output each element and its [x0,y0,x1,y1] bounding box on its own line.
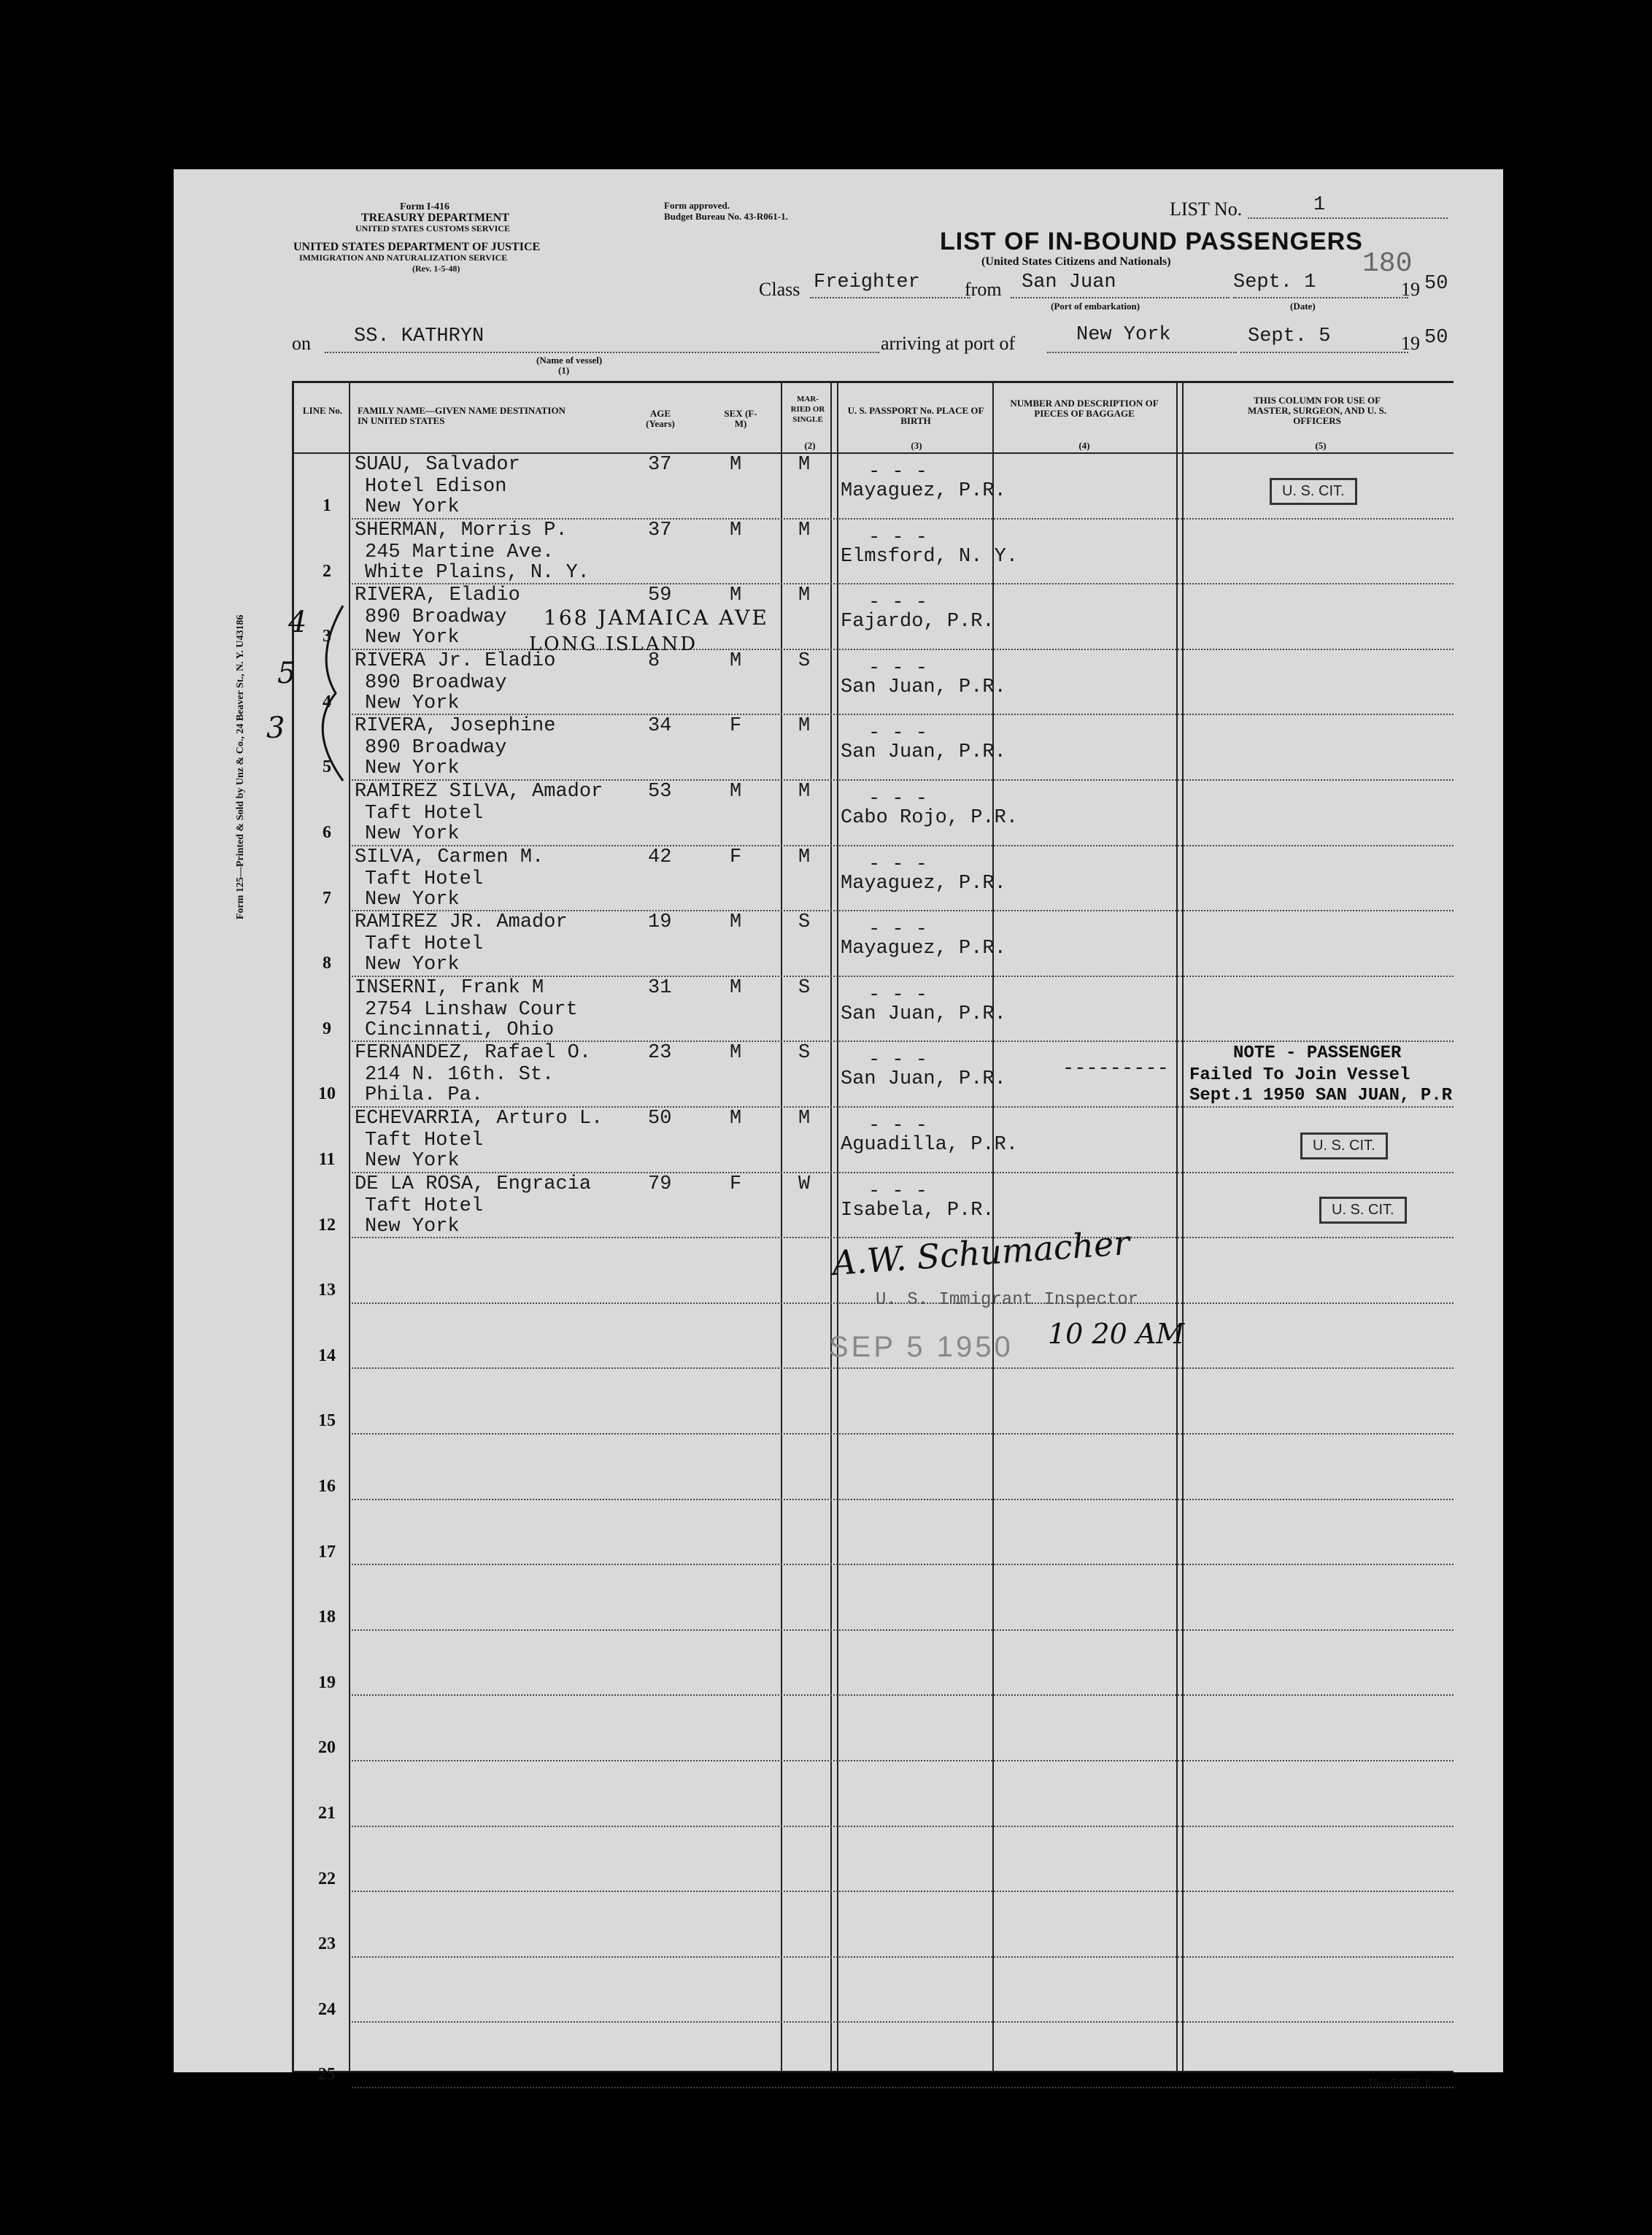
passenger-name: RIVERA Jr. Eladio [355,649,556,672]
vessel-line [325,352,879,353]
passenger-marital-status: M [798,781,811,803]
passenger-city: New York [365,692,460,714]
passport-number: - - - [868,853,928,876]
passenger-sex: M [730,649,742,672]
list-no-value: 1 [1313,194,1326,216]
passenger-address: 890 Broadway [365,671,507,694]
passenger-age: 19 [648,911,672,934]
passenger-sex: M [730,519,742,541]
row-divider [352,1433,1454,1435]
note-line-3: Sept.1 1950 SAN JUAN, P.R [1189,1086,1453,1105]
form-approved: Form approved. [664,200,730,211]
passenger-name: DE LA ROSA, Engracia [355,1173,592,1195]
row-divider [352,2087,1454,2088]
passenger-address: Taft Hotel [365,1130,484,1151]
passenger-marital-status: M [798,846,811,868]
line-number: 20 [318,1738,336,1758]
passenger-name: RIVERA, Josephine [355,715,556,738]
place-of-birth: Mayaguez, P.R. [841,480,1006,502]
col-header-name: FAMILY NAME—GIVEN NAME DESTINATION IN UNITED STATES [358,405,566,426]
passenger-age: 8 [648,649,660,672]
passenger-marital-status: M [798,715,811,738]
passenger-age: 53 [648,781,672,803]
bracket-number: 4 [288,606,307,639]
vessel-name: SS. KATHRYN [354,325,485,347]
treasury-label: TREASURY DEPARTMENT [361,212,509,224]
line-number: 17 [318,1542,336,1562]
passenger-marital-status: S [798,911,811,934]
rev-label: (Rev. 1-5-48) [412,263,460,274]
form-code: 16—54652-1 [1367,2077,1430,2089]
line-number: 9 [323,1019,331,1038]
bracket-number: 5 [277,657,296,690]
passenger-age: 31 [648,976,672,999]
line-number: 23 [318,1934,336,1954]
col-number-5: (5) [1315,440,1327,451]
passenger-name: RAMIREZ JR. Amador [355,911,568,934]
passenger-sex: F [730,846,742,868]
class-label: Class [759,279,800,300]
passenger-age: 23 [648,1042,672,1065]
passenger-name: RAMIREZ SILVA, Amador [355,781,603,803]
line-number: 11 [318,1150,336,1169]
passenger-city: Cincinnati, Ohio [365,1019,555,1041]
arrival-date: Sept. 5 [1248,325,1331,347]
passenger-age: 37 [648,454,672,476]
page-subtitle: (United States Citizens and Nationals) [981,255,1171,268]
arrival-port: New York [1076,324,1171,346]
passenger-name: FERNANDEZ, Rafael O. [355,1042,592,1065]
table-top-border [292,381,1454,383]
passenger-marital-status: M [798,1108,811,1130]
arrival-year: 50 [1424,327,1448,349]
col-divider-sex [781,381,782,2072]
line-number: 25 [318,2065,336,2085]
passenger-name: RIVERA, Eladio [355,584,520,607]
departure-year: 50 [1424,273,1448,295]
place-of-birth: San Juan, P.R. [841,741,1006,764]
line-number: 22 [318,1869,336,1888]
passenger-city: New York [365,627,460,649]
line-number: 7 [323,888,331,908]
passenger-city: New York [365,1150,460,1172]
passenger-marital-status: S [798,1042,811,1065]
passenger-sex: F [730,715,742,738]
row-divider [352,1891,1454,1892]
row-divider [352,1826,1454,1827]
passenger-address: 214 N. 16th. St. [365,1064,555,1086]
passport-number: - - - [868,1115,928,1137]
baggage-dashes: --------- [1062,1058,1169,1080]
passport-number: - - - [868,657,928,679]
bracket-mark [292,598,358,788]
passenger-sex: M [730,1108,742,1130]
passenger-city: New York [365,757,460,780]
col-header-passport: U. S. PASSPORT No. PLACE OF BIRTH [847,405,984,426]
passenger-age: 42 [648,846,672,868]
passenger-age: 50 [648,1108,672,1130]
inspection-date-stamp: SEP 5 1950 [829,1331,1014,1363]
handwritten-address-2: LONG ISLAND [529,633,698,655]
row-divider [352,1564,1454,1565]
place-of-birth: Mayaguez, P.R. [841,938,1006,960]
passport-number: - - - [868,919,928,941]
passenger-address: Taft Hotel [365,933,484,956]
line-number: 14 [318,1346,336,1365]
from-line [1011,297,1230,298]
passport-number: - - - [868,461,928,483]
passenger-sex: M [730,1042,742,1065]
vessel-col-number: (1) [558,365,570,376]
col-divider-officers [1176,381,1178,2072]
passenger-sex: M [730,454,742,476]
passenger-sex: F [730,1173,742,1195]
row-divider [352,1629,1454,1631]
passenger-city: Phila. Pa. [365,1084,484,1107]
line-number: 12 [318,1215,336,1235]
passenger-name: SILVA, Carmen M. [355,846,544,868]
place-of-birth: Aguadilla, P.R. [841,1134,1019,1156]
row-divider [352,2021,1454,2023]
place-of-birth: Fajardo, P.R. [841,611,995,633]
line-number: 8 [323,954,331,973]
from-label: from [965,279,1002,300]
row-divider [352,1367,1454,1369]
col-number-4: (4) [1078,440,1090,451]
customs-label: UNITED STATES CUSTOMS SERVICE [355,223,510,233]
col-header-married: MAR- RIED OR SINGLE [790,395,825,424]
col-number-2: (2) [804,440,816,451]
from-value: San Juan [1022,271,1116,293]
passenger-address: Taft Hotel [365,1194,484,1217]
passenger-marital-status: S [798,649,811,672]
inspection-time: 10 20 AM [1048,1318,1185,1350]
on-label: on [292,333,311,354]
arrival-date-line [1240,352,1408,353]
inspector-signature: A.W. Schumacher [830,1222,1131,1284]
passenger-marital-status: M [798,519,811,541]
line-number: 15 [318,1411,336,1431]
col-header-officers: THIS COLUMN FOR USE OF MASTER, SURGEON, AND U. S. OFFICERS [1248,395,1386,426]
line-number: 5 [323,757,331,777]
col-divider-passport [837,381,838,2072]
passport-number: - - - [868,722,928,745]
passenger-address: Taft Hotel [365,803,484,825]
passenger-city: White Plains, N. Y. [365,561,590,584]
bracket-number: 3 [266,711,285,745]
col-number-3: (3) [911,440,922,451]
list-no-label: LIST No. [1170,198,1243,220]
arriving-label: arriving at port of [881,333,1016,354]
passenger-name: INSERNI, Frank M [355,976,544,999]
line-number: 4 [323,692,331,711]
place-of-birth: Elmsford, N. Y. [841,545,1019,568]
form-number: Form I-416 [400,201,450,212]
passenger-sex: M [730,911,742,934]
place-of-birth: San Juan, P.R. [841,1003,1006,1025]
passenger-address: 245 Martine Ave. [365,541,555,563]
passenger-sex: M [730,584,742,607]
passenger-address: 2754 Linshaw Court [365,998,578,1021]
passenger-address: 890 Broadway [365,737,507,760]
page-number: 180 [1362,248,1413,279]
place-of-birth: Cabo Rojo, P.R. [841,807,1019,829]
class-value: Freighter [814,271,920,293]
passport-number: - - - [868,984,928,1006]
col-divider-baggage [992,381,994,2072]
row-divider [352,1760,1454,1761]
us-cit-stamp: U. S. CIT. [1300,1132,1388,1159]
passenger-age: 59 [648,584,672,607]
list-no-line [1248,217,1448,219]
line-number: 19 [318,1672,336,1692]
departure-year-prefix: 19 [1401,279,1420,300]
col-header-baggage: NUMBER AND DESCRIPTION OF PIECES OF BAGGAGE [1010,398,1159,419]
passport-number: - - - [868,592,928,614]
passenger-age: 34 [648,715,672,738]
line-number: 18 [318,1607,336,1627]
passenger-marital-status: M [798,454,811,476]
passenger-marital-status: M [798,584,811,607]
line-number: 10 [318,1084,336,1104]
passenger-address: Taft Hotel [365,868,484,890]
arrival-port-line [1047,352,1237,353]
row-divider [352,1956,1454,1958]
col-divider-married [830,381,832,2072]
line-number: 1 [323,496,331,515]
line-number: 13 [318,1281,336,1300]
note-line-1: NOTE - PASSENGER [1233,1043,1402,1063]
passenger-city: New York [365,954,460,976]
passenger-city: New York [365,823,460,845]
passenger-city: New York [365,888,460,911]
col-divider-officers-inner [1182,381,1184,2072]
passport-number: - - - [868,788,928,810]
passenger-sex: M [730,976,742,999]
passport-number: - - - [868,1180,928,1203]
budget-bureau: Budget Bureau No. 43-R061-1. [664,211,788,222]
passenger-age: 79 [648,1173,672,1195]
passenger-sex: M [730,781,742,803]
passenger-name: ECHEVARRIA, Arturo L. [355,1108,603,1130]
table-bottom-border [292,2071,1454,2072]
place-of-birth: Mayaguez, P.R. [841,872,1006,895]
us-cit-stamp: U. S. CIT. [1270,478,1357,505]
inspector-title: U. S. Immigrant Inspector [876,1290,1139,1310]
justice-label: UNITED STATES DEPARTMENT OF JUSTICE [293,241,541,253]
passenger-address: 890 Broadway [365,606,507,629]
class-line [810,297,970,298]
row-divider [352,1694,1454,1696]
handwritten-address-1: 168 JAMAICA AVE [544,606,769,630]
col-header-sex: SEX (F-M) [724,408,757,429]
passport-number: - - - [868,1049,928,1072]
vessel-caption: (Name of vessel) [536,355,603,366]
us-cit-stamp: U. S. CIT. [1319,1197,1407,1224]
line-number: 21 [318,1804,336,1823]
col-header-line: LINE No. [302,405,343,416]
passenger-age: 37 [648,519,672,541]
place-of-birth: San Juan, P.R. [841,676,1006,698]
ins-label: IMMIGRATION AND NATURALIZATION SERVICE [299,252,508,263]
place-of-birth: San Juan, P.R. [841,1068,1006,1091]
line-number: 6 [323,823,331,842]
passenger-name: SUAU, Salvador [355,454,520,476]
passenger-name: SHERMAN, Morris P. [355,519,568,541]
date-line [1233,297,1408,298]
place-of-birth: Isabela, P.R. [841,1199,995,1221]
passenger-city: New York [365,496,460,518]
passenger-marital-status: S [798,976,811,999]
passenger-address: Hotel Edison [365,476,507,498]
port-embarkation-caption: (Port of embarkation) [1051,301,1140,312]
passenger-marital-status: W [798,1173,811,1195]
arrival-year-prefix: 19 [1401,333,1420,354]
passport-number: - - - [868,526,928,549]
line-number: 2 [323,561,331,581]
page-title: LIST OF IN-BOUND PASSENGERS [940,228,1363,255]
departure-date: Sept. 1 [1233,271,1316,293]
line-number: 3 [323,627,331,646]
col-header-age: AGE (Years) [646,408,675,429]
passenger-city: New York [365,1215,460,1238]
date-caption: (Date) [1290,301,1316,312]
line-number: 24 [318,1999,336,2019]
line-number: 16 [318,1477,336,1496]
note-line-2: Failed To Join Vessel [1189,1065,1410,1085]
row-divider [352,1499,1454,1500]
side-imprint: Form 125—Printed & Sold by Unz & Co., 24 Beaver St., N. Y. U43186 [235,614,246,919]
